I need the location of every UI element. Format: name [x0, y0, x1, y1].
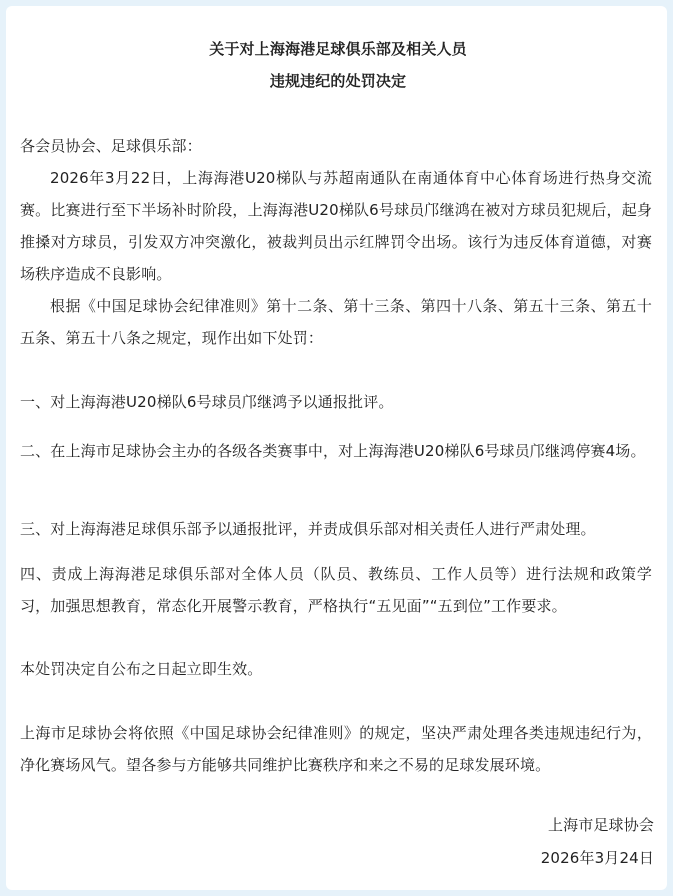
- basis-paragraph: 根据《中国足球协会纪律准则》第十二条、第十三条、第四十八条、第五十三条、第五十五条、第五十八条之规定，现作出如下处罚：: [20, 297, 652, 347]
- document-title-line-2: 违规违纪的处罚决定: [269, 72, 407, 90]
- document-card: [6, 6, 667, 890]
- salutation: 各会员协会、足球俱乐部：: [20, 137, 202, 155]
- penalty-item-1: 一、对上海海港U20梯队6号球员邝继鸿予以通报批评。: [20, 393, 394, 411]
- closing-paragraph: 上海市足球协会将依照《中国足球协会纪律准则》的规定，坚决严肃处理各类违规违纪行为，净化赛场风气。望各参与方能够共同维护比赛秩序和来之不易的足球发展环境。: [20, 724, 652, 774]
- penalty-item-3: 三、对上海海港足球俱乐部予以通报批评，并责成俱乐部对相关责任人进行严肃处理。: [20, 520, 596, 538]
- penalty-item-4: 四、责成上海海港足球俱乐部对全体人员（队员、教练员、工作人员等）进行法规和政策学习，加强思想教育，常态化开展警示教育，严格执行“五见面”“五到位”工作要求。: [20, 565, 652, 615]
- document-title-line-1: 关于对上海海港足球俱乐部及相关人员: [209, 40, 467, 58]
- issuer-signature: 上海市足球协会: [547, 816, 654, 834]
- facts-paragraph: 2026年3月22日，上海海港U20梯队与苏超南通队在南通体育中心体育场进行热身交流赛。比赛进行至下半场补时阶段，上海海港U20梯队6号球员邝继鸿在被对方球员犯规后，起身推搡对方球员，引发双方冲突激化，被裁判员出示红牌罚令出场。该行为违反体育道德，对赛场秩序造成不良影响。: [20, 169, 652, 283]
- issue-date: 2026年3月24日: [540, 849, 654, 867]
- penalty-item-2: 二、在上海市足球协会主办的各级各类赛事中，对上海海港U20梯队6号球员邝继鸿停赛4场。: [20, 442, 646, 460]
- effective-statement: 本处罚决定自公布之日起立即生效。: [20, 660, 263, 678]
